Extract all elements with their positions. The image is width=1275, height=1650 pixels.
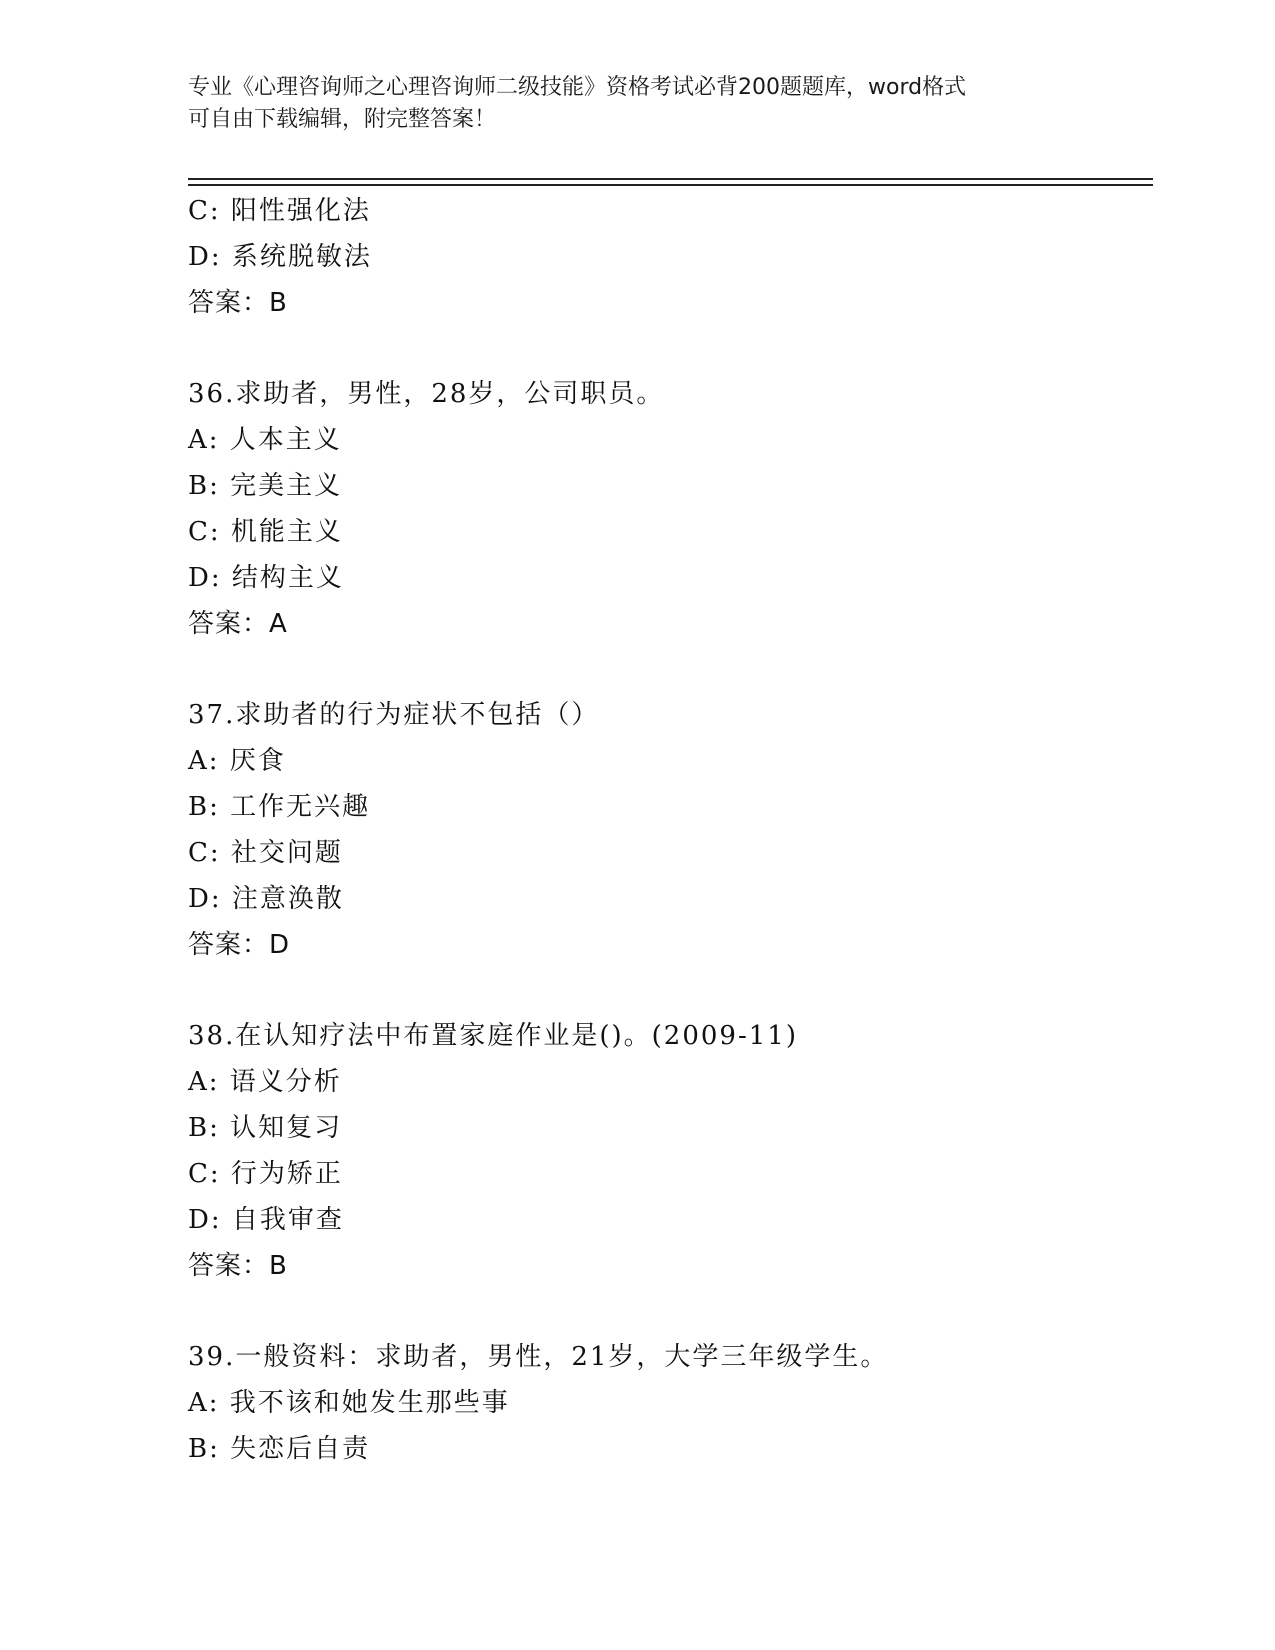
header-line-2: 可自由下载编辑，附完整答案！: [188, 107, 497, 132]
option-a: A: 语义分析: [188, 1067, 342, 1097]
option-c: C: 行为矫正: [188, 1159, 343, 1189]
option-b: B: 完美主义: [188, 471, 343, 501]
answer-line: 答案：D: [188, 930, 291, 960]
question-block: [188, 1334, 1188, 1472]
answer-line: 答案：B: [188, 1251, 288, 1281]
question-block: [188, 1013, 1188, 1289]
option-d: D: 注意涣散: [188, 884, 344, 914]
option-c: C: 阳性强化法: [188, 196, 371, 226]
question-block: [188, 692, 1188, 968]
option-c: C: 社交问题: [188, 838, 343, 868]
option-a: A: 厌食: [188, 746, 286, 776]
question-block: [188, 371, 1188, 647]
option-d: D: 系统脱敏法: [188, 242, 372, 272]
question-text: 38.在认知疗法中布置家庭作业是()。(2009-11): [188, 1021, 798, 1051]
question-list: [188, 188, 1188, 1472]
option-a: A: 人本主义: [188, 425, 342, 455]
answer-line: 答案：A: [188, 609, 288, 639]
option-d: D: 结构主义: [188, 563, 344, 593]
question-text: 39.一般资料：求助者，男性，21岁，大学三年级学生。: [188, 1342, 889, 1372]
option-b: B: 失恋后自责: [188, 1434, 371, 1464]
header-line-1: 专业《心理咨询师之心理咨询师二级技能》资格考试必背200题题库，word格式: [188, 75, 967, 100]
document-header: [188, 72, 1088, 136]
option-a: A: 我不该和她发生那些事: [188, 1388, 510, 1418]
option-d: D: 自我审查: [188, 1205, 344, 1235]
question-text: 36.求助者，男性，28岁，公司职员。: [188, 379, 665, 409]
question-text: 37.求助者的行为症状不包括（）: [188, 700, 600, 730]
option-c: C: 机能主义: [188, 517, 343, 547]
option-b: B: 认知复习: [188, 1113, 343, 1143]
header-rule-top: [188, 178, 1153, 180]
option-b: B: 工作无兴趣: [188, 792, 371, 822]
question-block: [188, 188, 1188, 326]
answer-line: 答案：B: [188, 288, 288, 318]
header-rule-bottom: [188, 184, 1153, 186]
